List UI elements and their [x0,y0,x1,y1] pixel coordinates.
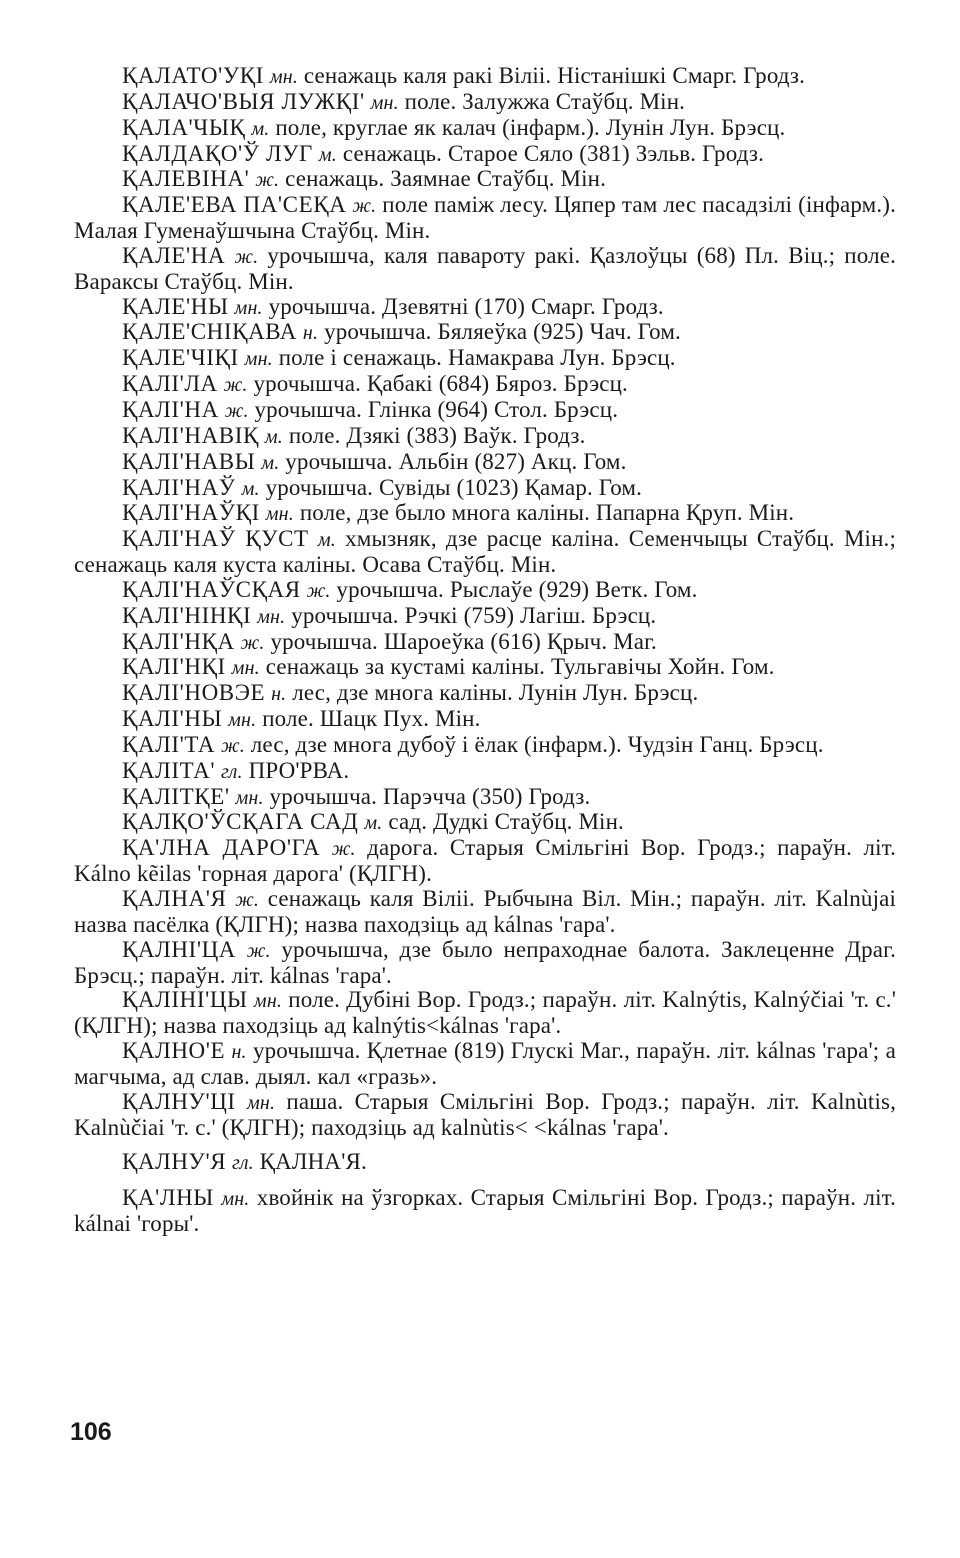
dictionary-entry [74,116,896,142]
entry-definition: поле і сенажаць. Намакрава Лун. Брэсц. [278,345,676,371]
dictionary-entry [74,398,896,424]
entry-definition: урочышча. Парэчча (350) Гродз. [269,783,591,809]
entry-headword: ҚАЛІ'НАЎСҚАЯ [122,576,301,602]
entry-definition: паша. Старыя Смільгіні Вор. Гродз.; параўн. літ. Kalnùtis, Kalnùčiai 'т. с.' (ҚЛГН); паходзіць ад kalnùtis< <kálnas 'гара'. [74,1088,897,1140]
entry-grammar-label: ж. [246,939,271,962]
dictionary-entry [74,346,896,372]
entry-headword: ҚАЛАТО'УҚІ [122,63,264,88]
entry-grammar-label: мн. [253,990,283,1013]
entry-grammar-label: ж. [352,195,377,218]
entry-definition: сенажаць каля ракі Віліі. Ністанішкі Смарг. Гродз. [303,63,806,88]
entry-grammar-label: мн. [257,605,286,628]
entry-grammar-label: мн. [246,1091,276,1114]
entry-definition: сад. Дудкі Стаўбц. Мін. [388,809,624,835]
entry-definition: лес, дзе многа дубоў і ёлак (інфарм.). Чудзін Ганц. Брэсц. [250,731,824,757]
entry-grammar-label: ж. [223,374,248,397]
entry-headword: ҚА'ЛНА ДАРО'ГА [122,835,321,861]
entry-grammar-label: н. [302,322,319,345]
entry-definition: урочышча, дзе было непраходнае балота. Заклеценне Драг. Брэсц.; параўн. літ. kálnas 'гара'. [74,936,896,988]
entry-headword: ҚАЛІ'ЛА [122,371,218,397]
dictionary-entry [74,320,896,346]
entry-definition: урочышча. Дзевятні (170) Смарг. Гродз. [268,293,664,319]
entry-grammar-label: ж. [234,245,259,268]
entry-grammar-label: мн. [265,503,294,526]
dictionary-entry [74,988,896,1039]
entry-definition: урочышча. Альбін (827) Акц. Гом. [285,448,627,474]
entry-grammar-label: мн. [228,709,257,732]
entry-grammar-label: ж. [224,399,249,422]
dictionary-entry [74,244,896,295]
entry-headword: ҚАЛІ'НОВЭЕ [122,680,266,706]
entry-headword: ҚАЛНУ'ЦІ [122,1088,236,1114]
dictionary-entry [74,810,896,836]
dictionary-entry [74,630,896,656]
dictionary-entry [74,501,896,527]
entry-grammar-label: ж. [331,838,356,861]
entry-grammar-label: ж. [240,631,265,654]
entry-grammar-label: н. [271,683,287,706]
entry-definition: урочышча. Шароеўка (616) Қрыч. Маг. [270,628,657,654]
dictionary-entry [74,1090,896,1141]
entry-grammar-label: мн. [234,296,263,319]
entry-headword: ҚАЛНА'Я [122,886,227,911]
entry-grammar-label: ж. [306,579,331,602]
entry-definition: поле. Залужжа Стаўбц. Мін. [404,88,686,114]
dictionary-entry [74,655,896,681]
dictionary-entry [74,372,896,398]
entry-headword: ҚАЛНУ'Я [122,1149,227,1175]
entry-definition: урочышча. Сувіды (1023) Қамар. Гом. [265,474,643,500]
entry-list [74,64,896,1237]
entry-definition: сенажаць каля Віліі. Рыбчына Віл. Мін.; параўн. літ. Kalnùjai назва пасёлка (ҚЛГН); назва паходзіць ад kálnas 'гара'. [74,886,897,937]
entry-grammar-label: гл. [220,760,243,783]
entry-grammar-label: н. [231,1041,247,1064]
dictionary-entry [74,604,896,630]
dictionary-entry [74,424,896,450]
entry-headword: ҚАЛІ'НАЎҚІ [122,500,260,526]
entry-headword: ҚАЛЕ'НА [122,242,226,268]
entry-definition: урочышча. Рэчкі (759) Лагіш. Брэсц. [291,602,657,628]
entry-headword: ҚАЛА'ЧЫҚ [122,114,246,140]
entry-definition: урочышча. Бяляеўка (925) Чач. Гом. [324,319,681,345]
entry-definition: поле. Дубіні Вор. Гродз.; параўн. літ. Kalnýtis, Kalnýčiai 'т. с.' (ҚЛГН); назва паходзіць ад kalnýtis<kálnas 'гара'. [74,987,896,1039]
entry-grammar-label: ж. [255,169,280,192]
entry-headword: ҚАЛАЧО'ВЫЯ ЛУЖҚІ' [122,88,365,114]
entry-headword: ҚАЛІ'ТА [122,731,216,757]
entry-grammar-label: м. [241,477,260,500]
entry-definition: поле, круглае як калач (інфарм.). Лунін Лун. Брэсц. [275,114,786,140]
entry-grammar-label: м. [251,117,270,140]
entry-definition: сенажаць. Заямнае Стаўбц. Мін. [285,166,607,192]
entry-headword: ҚАЛІ'НАЎ [122,474,236,500]
dictionary-entry [74,64,896,90]
dictionary-entry [74,733,896,759]
entry-grammar-label: ж. [235,889,260,911]
entry-headword: ҚАЛЕВІНА' [122,166,250,192]
dictionary-entry [74,938,896,989]
entry-headword: ҚАЛІ'НАВІҚ [122,422,259,448]
entry-headword: ҚАЛҚО'ЎСҚАГА САД [122,809,359,835]
entry-headword: ҚАЛЕ'НЫ [122,293,229,319]
entry-headword: ҚАЛДАҚО'Ў ЛУГ [122,140,313,166]
entry-headword: ҚАЛЕ'ЕВА ПА'СЕҚА [122,192,347,218]
dictionary-entry [74,142,896,168]
entry-headword: ҚАЛНО'Е [122,1038,226,1064]
entry-definition: поле паміж лесу. Цяпер там лес пасадзілі (інфарм.). Малая Гуменаўшчына Стаўбц. Мін. [74,192,897,244]
entry-headword: ҚАЛІ'НІНҚІ [122,602,252,628]
entry-grammar-label: мн. [269,66,298,88]
dictionary-entry [74,785,896,811]
entry-headword: ҚАЛІТҚЕ' [122,783,230,809]
entry-grammar-label: гл. [232,1152,254,1175]
entry-definition: сенажаць за кустамі каліны. Тульгавічы Хойн. Гом. [265,654,775,680]
entry-headword: ҚАЛІ'НА [122,396,219,422]
entry-grammar-label: м. [261,451,280,474]
entry-headword: ҚАЛІТА' [122,757,216,783]
entry-definition: урочышча, каля павароту ракі. Қазлоўцы (68) Пл. Віц.; поле. Вараксы Стаўбц. Мін. [74,242,896,294]
entry-grammar-label: мн. [221,1188,250,1211]
entry-headword: ҚАЛІНІ'ЦЫ [122,987,248,1013]
entry-headword: ҚАЛІ'НҚА [122,628,235,654]
entry-headword: ҚАЛІ'НАЎ ҚУСТ [122,526,309,552]
entry-definition: поле. Шацк Пух. Мін. [262,706,481,732]
entry-definition: поле, дзе было многа каліны. Папарна Қруп. Мін. [299,500,795,526]
entry-definition: ПРО'РВА. [248,757,350,783]
dictionary-entry [74,707,896,733]
entry-definition: урочышча. Глінка (964) Стол. Брэсц. [254,396,619,422]
dictionary-entry [74,1039,896,1090]
entry-grammar-label: м. [364,812,383,835]
entry-definition: урочышча. Рыслаўе (929) Ветк. Гом. [336,576,698,602]
dictionary-entry [74,90,896,116]
entry-grammar-label: мн. [235,786,264,809]
dictionary-entry [74,887,896,938]
dictionary-entry [74,759,896,785]
entry-definition: поле. Дзякі (383) Ваўк. Гродз. [288,422,586,448]
entry-grammar-label: мн. [231,657,260,680]
entry-grammar-label: мн. [370,91,399,114]
dictionary-entry [74,193,896,244]
entry-grammar-label: м. [264,425,283,448]
entry-definition: ҚАЛНА'Я. [259,1149,367,1175]
dictionary-entry [74,527,896,578]
entry-definition: сенажаць. Старое Сяло (381) Зэльв. Гродз. [342,140,764,166]
entry-definition: хмызняк, дзе расце каліна. Семенчыцы Стаўбц. Мін.; сенажаць каля куста каліны. Осава Стаўбц. Мін. [74,526,896,578]
dictionary-entry [74,681,896,707]
entry-definition: урочышча. Қлетнае (819) Глускі Маг., параўн. літ. kálnas 'гара'; а магчыма, ад слав. дыял. кал «гразь». [74,1038,896,1089]
entry-definition: дарога. Старыя Смільгіні Вор. Гродз.; параўн. літ. Kálno kẽilas 'горная дарога' (ҚЛГН). [74,835,897,887]
dictionary-entry [74,450,896,476]
entry-grammar-label: м. [317,529,336,552]
entry-grammar-label: м. [318,143,337,166]
dictionary-entry [74,578,896,604]
entry-definition: урочышча. Қабакі (684) Бяроз. Брэсц. [253,371,628,397]
dictionary-entry [74,1186,896,1237]
entry-definition: лес, дзе многа каліны. Лунін Лун. Брэсц. [292,680,699,706]
dictionary-entry [74,476,896,502]
entry-headword: ҚАЛЕ'ЧІҚІ [122,345,239,371]
entry-grammar-label: ж. [220,734,245,757]
entry-headword: ҚАЛІ'НАВЫ [122,448,256,474]
entry-headword: ҚАЛІ'НҚІ [122,654,226,680]
entry-headword: ҚА'ЛНЫ [122,1185,214,1211]
entry-grammar-label: мн. [244,348,273,371]
page-number: 106 [70,1418,112,1446]
entry-definition: хвойнік на ўзгорках. Старыя Смільгіні Вор. Гродз.; параўн. літ. kálnai 'горы'. [74,1185,896,1237]
dictionary-entry [74,836,896,887]
dictionary-entry [74,295,896,321]
dictionary-entry [74,1150,896,1176]
dictionary-entry [74,167,896,193]
entry-headword: ҚАЛНІ'ЦА [122,936,236,962]
entry-headword: ҚАЛІ'НЫ [122,706,223,732]
entry-headword: ҚАЛЕ'СНІҚАВА [122,319,298,345]
